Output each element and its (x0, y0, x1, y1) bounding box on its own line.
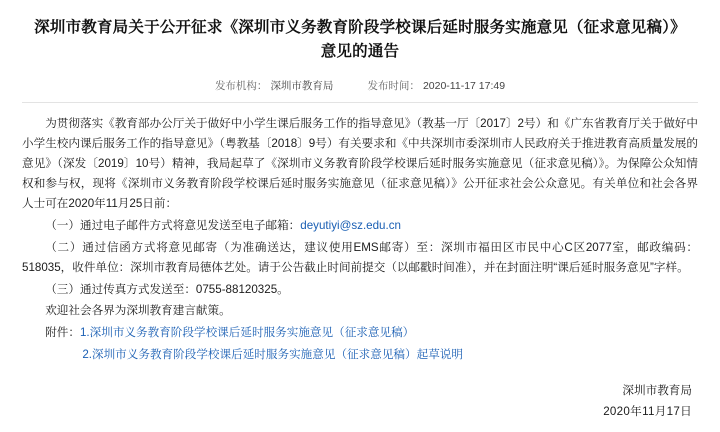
publisher-label: 发布机构： (214, 80, 268, 93)
publisher-meta (215, 78, 334, 93)
paragraph-closing: 欢迎社会各界为深圳教育建言献策。 (45, 304, 231, 318)
signature-date: 2020年11月17日 (603, 405, 692, 419)
paragraph-email-method (22, 216, 698, 236)
publisher-value: 深圳市教育局 (270, 80, 334, 93)
email-link[interactable]: deyutiyi@sz.edu.cn (300, 218, 401, 232)
signature-org: 深圳市教育局 (622, 384, 692, 398)
attachments-block (22, 323, 698, 365)
attachments-label-line (22, 323, 698, 343)
paragraph-background: 为贯彻落实《教育部办公厅关于做好中小学生课后服务工作的指导意见》（教基一厅〔2017〕2号）和《广东省教育厅关于做好中小学生校内课后服务工作的指导意见》（粤教基〔2018〕9号）有关要求和《中共深圳市委深圳市人民政府关于推进教育高质量发展的意见》（深发〔2019〕10号）精神，我局起草了《深圳市义务教育阶段学校课后延时服务实施意见（征求意见稿）》。为保障公众知情权和参与权，现将《深圳市义务教育阶段学校课后延时服务实施意见（征求意见稿）》公开征求社会公众意见。有关单位和社会各界人士可在2020年11月25日前： (22, 117, 698, 210)
publish-date-label: 发布时间： (367, 80, 420, 93)
attachments-item-2-line (22, 345, 698, 365)
attachment-link-1[interactable]: 1.深圳市义务教育阶段学校课后延时服务实施意见（征求意见稿） (79, 326, 415, 340)
attachments-label: 附件： (45, 326, 80, 340)
publish-date-value: 2020-11-17 17:49 (422, 80, 506, 93)
signature-block (22, 381, 698, 423)
paragraph-mail-method: （二）通过信函方式将意见邮寄（为准确送达，建议使用EMS邮寄）至：深圳市福田区市民中心C区2077室，邮政编码：518035，收件单位：深圳市教育局德体艺处。请于公告截止时间前提交（以邮戳时间准），并在封面注明“课后延时服务意见”字样。 (22, 240, 698, 274)
publish-date-meta (367, 78, 505, 93)
attachment-link-2[interactable]: 2.深圳市义务教育阶段学校课后延时服务实施意见（征求意见稿）起草说明 (82, 348, 463, 362)
document-meta (22, 78, 698, 93)
paragraph-fax-method: （三）通过传真方式发送至：0755-88120325。 (45, 282, 289, 296)
header-divider (22, 102, 698, 103)
document-body (22, 114, 698, 365)
email-method-text: （一）通过电子邮件方式将意见发送至电子邮箱： (45, 218, 301, 232)
page-title: 深圳市教育局关于公开征求《深圳市义务教育阶段学校课后延时服务实施意见（征求意见稿）》意见的通告 (34, 19, 686, 61)
